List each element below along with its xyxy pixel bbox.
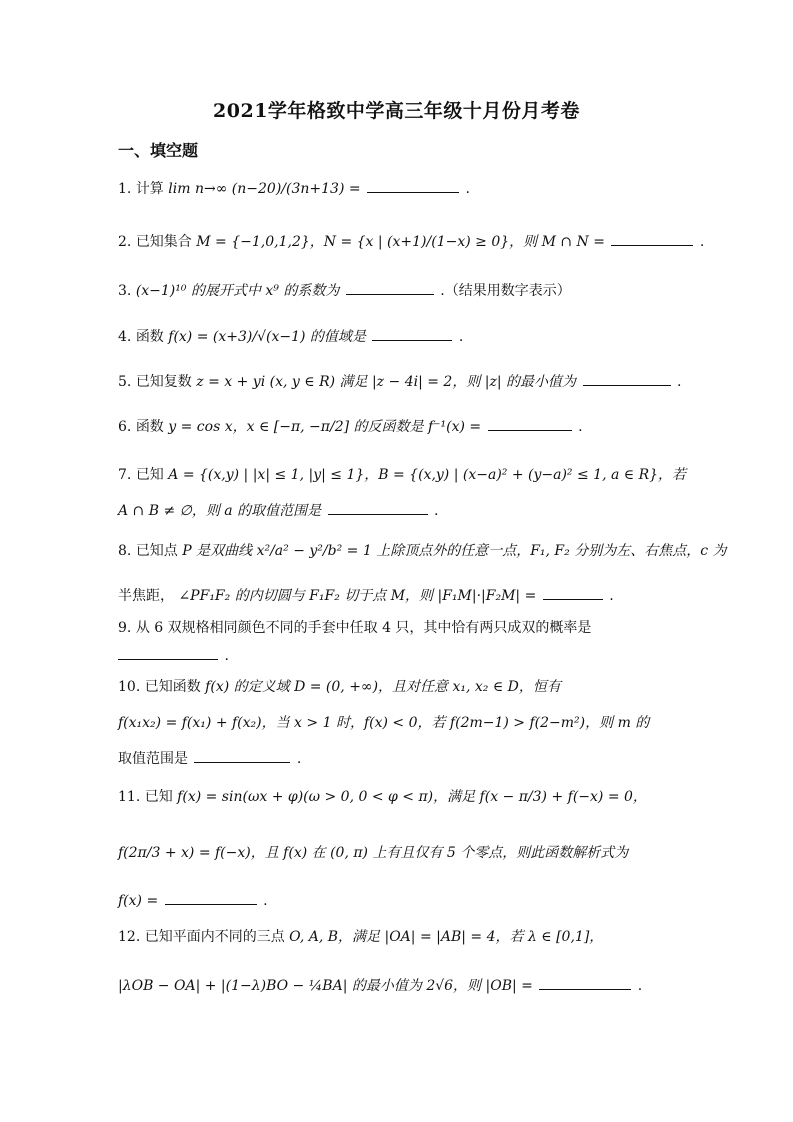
- answer-blank[interactable]: [328, 500, 428, 515]
- question-math: f(x) = (x+3)/√(x−1) 的值域是: [168, 329, 366, 345]
- question-suffix: .: [699, 234, 705, 250]
- question-math: ∠PF₁F₂ 的内切圆与 F₁F₂ 切于点 M，则 |F₁M|·|F₂M| =: [178, 588, 537, 604]
- question-6: [118, 416, 678, 437]
- answer-blank[interactable]: [165, 890, 257, 905]
- question-number: 1.: [118, 181, 132, 197]
- question-8: [118, 541, 727, 561]
- question-math: (x−1)¹⁰ 的展开式中 x⁹ 的系数为: [135, 283, 340, 299]
- answer-blank[interactable]: [539, 975, 631, 990]
- question-number: 12.: [118, 929, 141, 945]
- exam-title: 2021学年格致中学高三年级十月份月考卷: [213, 100, 580, 122]
- question-10: [118, 677, 678, 697]
- question-3: [118, 280, 678, 301]
- question-math: z = x + yi (x, y ∈ R) 满足 |z − 4i| = 2，则 |z| 的最小值为: [196, 374, 577, 390]
- question-10-line-2: [118, 713, 678, 733]
- answer-blank[interactable]: [583, 371, 671, 386]
- question-math: A ∩ B ≠ ∅，则 a 的取值范围是: [118, 503, 322, 519]
- question-11-line-3: [118, 890, 678, 911]
- question-suffix: .: [434, 503, 439, 519]
- answer-blank[interactable]: [611, 231, 693, 246]
- question-text: 函数: [135, 419, 164, 435]
- question-text: 已知: [135, 467, 164, 483]
- question-suffix: .: [465, 181, 470, 197]
- question-12: [118, 927, 678, 947]
- question-number: 10.: [118, 679, 141, 695]
- question-suffix: .: [578, 419, 583, 435]
- question-text: 半焦距，: [118, 588, 174, 604]
- question-number: 4.: [118, 329, 132, 345]
- question-text: 已知点: [135, 543, 178, 559]
- question-7-line-2: [118, 500, 678, 521]
- question-text: 函数: [135, 329, 164, 345]
- question-9: [118, 618, 678, 638]
- question-math: f(x₁x₂) = f(x₁) + f(x₂)，当 x > 1 时，f(x) < 0，若 f(2m−1) > f(2−m²)，则 m 的: [118, 715, 650, 731]
- question-4: [118, 326, 678, 347]
- question-2: [118, 231, 705, 252]
- question-text: 已知函数: [144, 679, 201, 695]
- question-math: f(x) 的定义域 D = (0, +∞)，且对任意 x₁, x₂ ∈ D，恒有: [205, 679, 561, 695]
- answer-blank[interactable]: [543, 585, 603, 600]
- question-12-line-2: [118, 975, 678, 996]
- question-5: [118, 371, 682, 392]
- question-text: 从 6 双规格相同颜色不同的手套中任取 4 只，其中恰有两只成双的概率是: [135, 620, 592, 636]
- question-7: [118, 465, 687, 485]
- question-math: y = cos x，x ∈ [−π, −π/2] 的反函数是 f⁻¹(x) =: [168, 419, 482, 435]
- question-math: A = {(x,y) | |x| ≤ 1, |y| ≤ 1}，B = {(x,y) | (x−a)² + (y−a)² ≤ 1, a ∈ R}，若: [168, 467, 687, 483]
- question-suffix: .: [458, 329, 464, 345]
- question-suffix: .: [224, 648, 229, 664]
- question-suffix: .（结果用数字表示）: [440, 283, 571, 299]
- question-10-line-3: [118, 748, 678, 769]
- answer-blank[interactable]: [372, 326, 452, 341]
- question-number: 7.: [118, 467, 132, 483]
- question-number: 11.: [118, 789, 141, 805]
- question-number: 5.: [118, 374, 132, 390]
- question-text: 已知平面内不同的三点: [144, 929, 285, 945]
- question-text: 已知: [144, 789, 173, 805]
- question-text: 已知复数: [135, 374, 192, 390]
- question-suffix: .: [263, 893, 268, 909]
- question-number: 2.: [118, 234, 132, 250]
- section-heading: 一、填空题: [118, 141, 199, 160]
- question-math: f(x) =: [118, 893, 159, 909]
- answer-blank[interactable]: [346, 280, 434, 295]
- question-math: |λOB − OA| + |(1−λ)BO − ¼BA| 的最小值为 2√6，则 |OB| =: [118, 978, 533, 994]
- question-1: [118, 178, 678, 199]
- question-suffix: .: [609, 588, 614, 604]
- question-number: 6.: [118, 419, 132, 435]
- question-11-line-2: [118, 843, 678, 863]
- question-suffix: .: [296, 751, 302, 767]
- question-number: 3.: [118, 283, 132, 299]
- question-suffix: .: [676, 374, 682, 390]
- question-math: lim n→∞ (n−20)/(3n+13) =: [168, 181, 361, 197]
- question-math: O, A, B，满足 |OA| = |AB| = 4，若 λ ∈ [0,1]，: [289, 929, 604, 945]
- question-suffix: .: [637, 978, 643, 994]
- question-math: f(2π/3 + x) = f(−x)，且 f(x) 在 (0, π) 上有且仅有 5 个零点，则此函数解析式为: [118, 845, 629, 861]
- question-math: M = {−1,0,1,2}，N = {x | (x+1)/(1−x) ≥ 0}，则 M ∩ N =: [196, 234, 605, 250]
- question-9-line-2: [118, 645, 678, 666]
- answer-blank[interactable]: [367, 178, 459, 193]
- question-text: 取值范围是: [118, 751, 188, 767]
- question-math: f(x) = sin(ωx + φ)(ω > 0, 0 < φ < π)，满足 f(x − π/3) + f(−x) = 0，: [177, 789, 647, 805]
- question-11: [118, 787, 678, 807]
- question-8-line-2: [118, 585, 678, 606]
- answer-blank[interactable]: [118, 645, 218, 660]
- question-text: 已知集合: [135, 234, 192, 250]
- answer-blank[interactable]: [194, 748, 290, 763]
- question-text: 计算: [135, 181, 164, 197]
- answer-blank[interactable]: [488, 416, 572, 431]
- question-math: P 是双曲线 x²/a² − y²/b² = 1 上除顶点外的任意一点，F₁, F₂ 分别为左、右焦点，c 为: [182, 543, 727, 559]
- question-number: 9.: [118, 620, 132, 636]
- question-number: 8.: [118, 543, 132, 559]
